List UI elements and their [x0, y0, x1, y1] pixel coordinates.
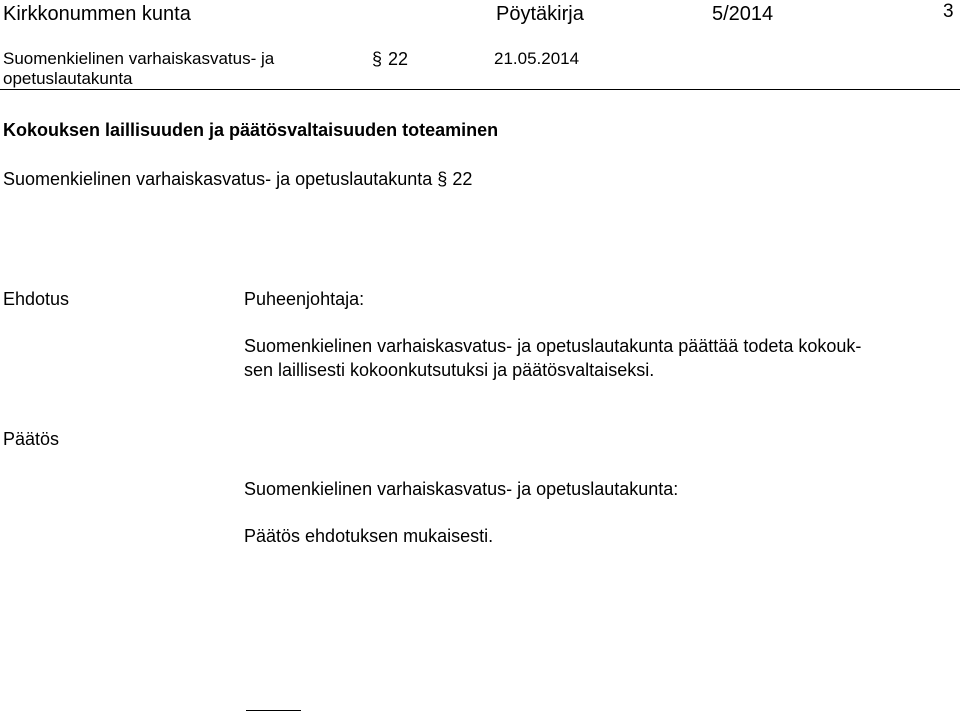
proposal-speaker: Puheenjohtaja: — [244, 289, 365, 309]
decision-body: Suomenkielinen varhaiskasvatus- ja opetuslautakunta: — [244, 479, 679, 499]
section-body-ref — [3, 170, 472, 188]
document-number: 5/2014 — [712, 3, 774, 25]
proposal-text-line2: sen laillisesti kokoonkutsutuksi ja päätösvaltaiseksi. — [244, 360, 655, 380]
header-body-name-line2: opetuslautakunta — [3, 69, 133, 88]
section-number: 22 — [452, 169, 473, 189]
section-title: Kokouksen laillisuuden ja päätösvaltaisuuden toteaminen — [3, 120, 499, 140]
decision-label: Päätös — [3, 429, 60, 449]
proposal-label: Ehdotus — [3, 289, 70, 309]
section-body-name: Suomenkielinen varhaiskasvatus- ja opetuslautakunta — [3, 169, 433, 189]
municipality-name: Kirkkonummen kunta — [3, 3, 191, 25]
section-mark: § — [437, 169, 448, 189]
header-section-number: 22 — [388, 49, 409, 69]
decision-text: Päätös ehdotuksen mukaisesti. — [244, 526, 494, 546]
header-body-name-line1: Suomenkielinen varhaiskasvatus- ja — [3, 49, 275, 68]
page-number: 3 — [943, 1, 954, 22]
header-divider — [0, 89, 960, 90]
proposal-text-line1: Suomenkielinen varhaiskasvatus- ja opetuslautakunta päättää todeta kokouk- — [244, 336, 862, 356]
footer-rule — [246, 710, 301, 711]
header-section-mark: § — [372, 49, 383, 69]
document-type: Pöytäkirja — [496, 3, 584, 25]
meeting-date: 21.05.2014 — [494, 49, 580, 68]
